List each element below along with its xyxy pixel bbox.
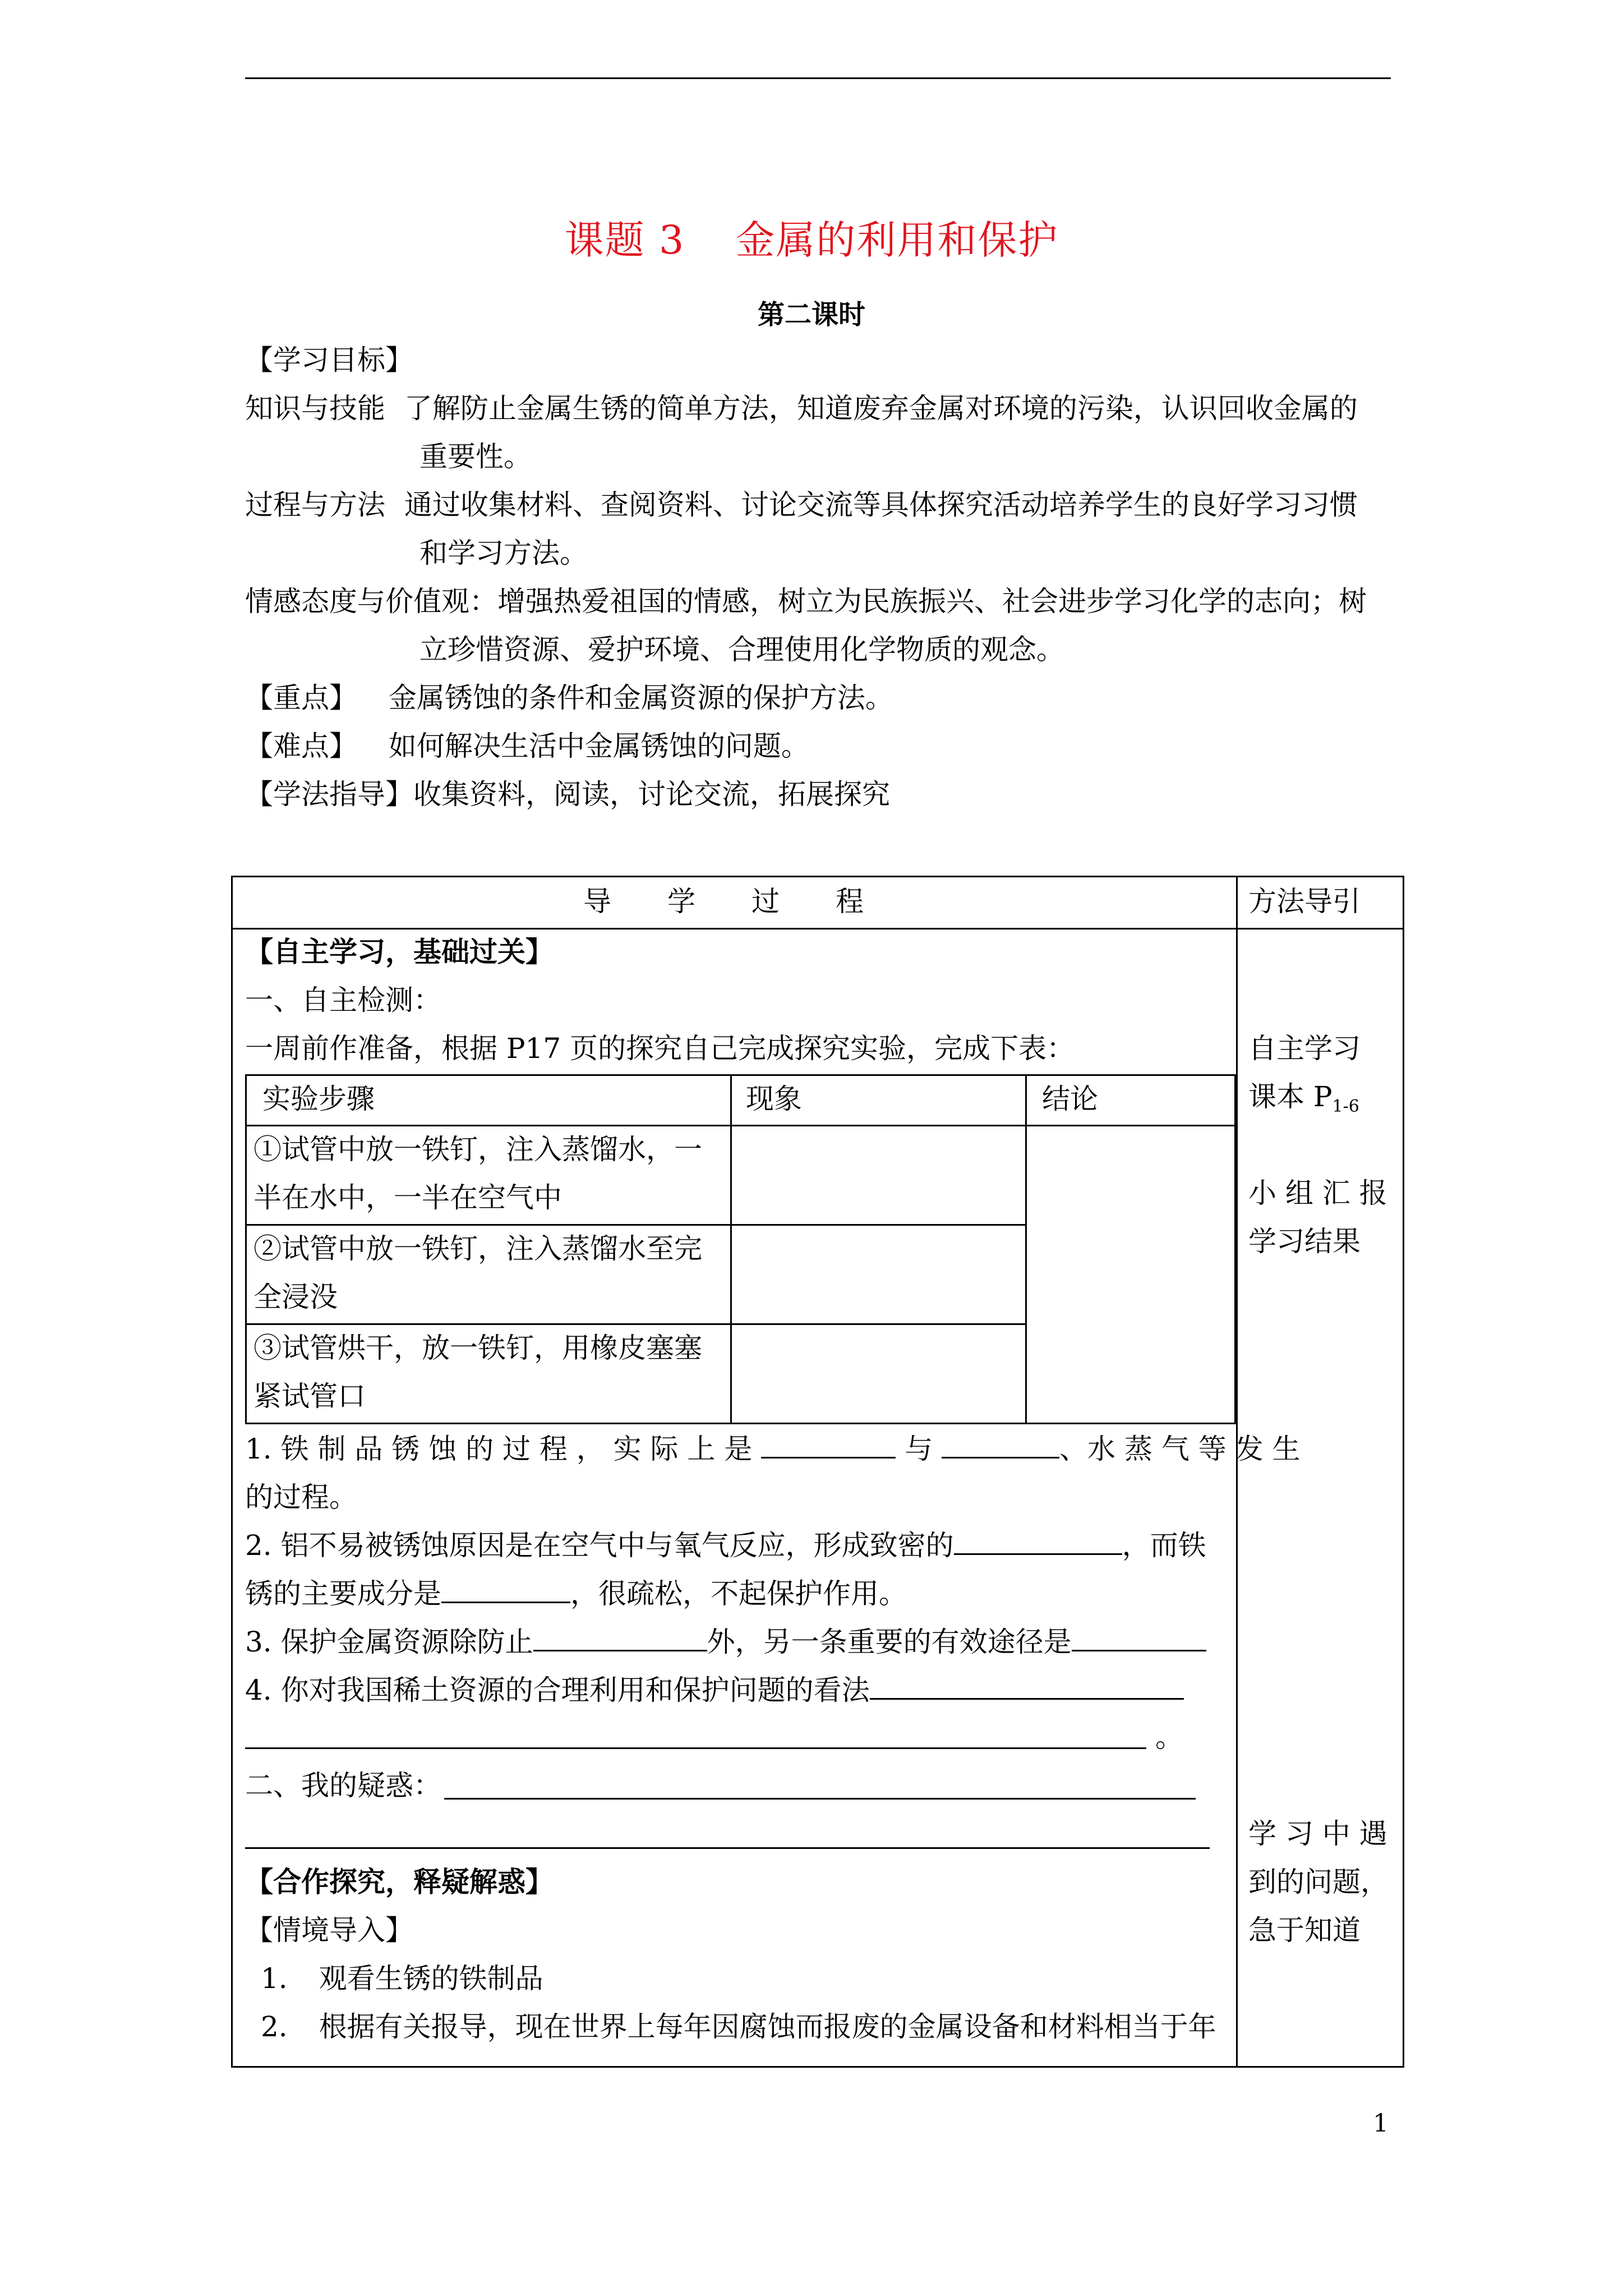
situation-intro-heading: 【情境导入】 <box>245 1914 413 1947</box>
title-number: 课题 3 <box>564 217 685 263</box>
key-point-text: 金属锈蚀的条件和金属资源的保护方法。 <box>388 682 893 714</box>
process-label: 过程与方法 <box>245 489 385 521</box>
section-cooperative-title: 【合作探究，释疑解惑】 <box>245 1865 554 1898</box>
intro-item-1-num: 1. <box>261 1962 288 1995</box>
question-1-text-b: 与 <box>905 1433 933 1465</box>
question-4-text: 4. 你对我国稀土资源的合理利用和保护问题的看法 <box>245 1674 870 1706</box>
side-study-result: 学习结果 <box>1248 1225 1361 1258</box>
question-3-blank-1[interactable] <box>533 1622 707 1651</box>
process-line <box>245 479 1400 531</box>
experiment-col-divider-1 <box>730 1074 732 1424</box>
experiment-step-3: ③试管烘干，放一铁钉，用橡皮塞塞 <box>253 1332 702 1364</box>
self-check-heading: 一、自主检测： <box>245 984 441 1016</box>
header-rule <box>245 77 1391 79</box>
question-3 <box>245 1617 1206 1667</box>
question-2-cont <box>245 1568 907 1619</box>
intro-item-2 <box>261 2001 1216 2052</box>
key-point-line <box>245 672 1400 724</box>
question-1 <box>245 1424 1301 1474</box>
difficult-point-text: 如何解决生活中金属锈蚀的问题。 <box>388 730 809 762</box>
side-textbook-pages: 1-6 <box>1332 1097 1359 1116</box>
question-1-blank-2[interactable] <box>942 1429 1059 1458</box>
question-2-text-a: 2. 铝不易被锈蚀原因是在空气中与氧气反应，形成致密的 <box>245 1529 954 1562</box>
intro-item-1-text: 观看生锈的铁制品 <box>319 1962 543 1995</box>
question-1-text-a: 1. 铁 制 品 锈 蚀 的 过 程 ， 实 际 上 是 <box>245 1433 753 1465</box>
question-2-text-c: 锈的主要成分是 <box>245 1577 441 1610</box>
intro-item-1 <box>261 1953 543 2004</box>
intro-item-2-num: 2. <box>261 2010 288 2043</box>
question-3-text-b: 外，另一条重要的有效途径是 <box>707 1626 1072 1658</box>
table-header-process: 导 学 过 程 <box>583 885 864 918</box>
knowledge-label: 知识与技能 <box>245 392 385 425</box>
objectives-heading: 【学习目标】 <box>245 344 413 376</box>
question-4 <box>245 1665 1184 1715</box>
question-4-blank-2[interactable] <box>245 1747 1146 1749</box>
side-problems-3: 急于知道 <box>1248 1914 1361 1947</box>
self-check-intro: 一周前作准备，根据 P17 页的探究自己完成探究实验，完成下表： <box>245 1032 1075 1065</box>
doubts-label: 二、我的疑惑： <box>245 1769 441 1802</box>
difficult-point-label: 【难点】 <box>245 730 357 762</box>
doubts-line <box>245 1760 441 1811</box>
side-group-report: 小 组 汇 报 <box>1248 1177 1387 1209</box>
experiment-step-1: ①试管中放一铁钉，注入蒸馏水，一 <box>253 1133 702 1166</box>
doubts-blank-1[interactable] <box>444 1798 1196 1800</box>
question-3-blank-2[interactable] <box>1072 1622 1206 1651</box>
knowledge-line <box>245 383 1400 434</box>
experiment-step-2: ②试管中放一铁钉，注入蒸馏水至完 <box>253 1232 702 1265</box>
section-self-study-title: 【自主学习，基础过关】 <box>245 935 554 968</box>
emotion-text: 增强热爱祖国的情感，树立为民族振兴、社会进步学习化学的志向；树 <box>497 585 1367 618</box>
emotion-text-cont: 立珍惜资源、爱护环境、合理使用化学物质的观念。 <box>419 633 1064 666</box>
knowledge-text: 了解防止金属生锈的简单方法，知道废弃金属对环境的污染，认识回收金属的 <box>404 392 1358 425</box>
doubts-blank-2[interactable] <box>245 1847 1210 1849</box>
side-self-study: 自主学习 <box>1248 1032 1361 1065</box>
experiment-col-steps: 实验步骤 <box>262 1083 375 1115</box>
question-4-end: 。 <box>1155 1721 1183 1754</box>
key-point-label: 【重点】 <box>245 682 357 714</box>
process-text: 通过收集材料、查阅资料、讨论交流等具体探究活动培养学生的良好学习习惯 <box>404 489 1358 521</box>
question-2-text-b: ，而铁 <box>1122 1529 1206 1562</box>
question-1-text-c: 、水 蒸 气 等 发 生 <box>1059 1433 1301 1465</box>
question-3-text-a: 3. 保护金属资源除防止 <box>245 1626 533 1658</box>
emotion-line <box>245 576 1400 627</box>
side-problems-2: 到的问题， <box>1248 1866 1389 1898</box>
question-1-blank-1[interactable] <box>761 1429 896 1458</box>
difficult-point-line <box>245 720 1400 772</box>
page-number: 1 <box>1373 2109 1389 2138</box>
method-guide-label: 【学法指导】 <box>245 778 413 811</box>
experiment-step-3-cont: 紧试管口 <box>253 1380 366 1412</box>
question-2-text-d: ，很疏松，不起保护作用。 <box>570 1577 907 1610</box>
knowledge-text-cont: 重要性。 <box>419 440 532 473</box>
question-2-blank-2[interactable] <box>441 1573 570 1603</box>
method-guide-text: 收集资料，阅读，讨论交流，拓展探究 <box>413 778 890 811</box>
intro-item-2-text: 根据有关报导，现在世界上每年因腐蚀而报废的金属设备和材料相当于年 <box>319 2010 1216 2043</box>
page-title <box>0 209 1623 265</box>
experiment-col-phenomenon: 现象 <box>746 1083 802 1115</box>
experiment-step-2-cont: 全浸没 <box>253 1281 338 1313</box>
side-textbook-text: 课本 P <box>1248 1080 1332 1113</box>
question-1-cont: 的过程。 <box>245 1481 357 1513</box>
experiment-col-divider-2 <box>1025 1074 1027 1424</box>
method-guide-line <box>245 769 1400 820</box>
side-textbook <box>1248 1071 1359 1132</box>
experiment-col-conclusion: 结论 <box>1042 1083 1098 1115</box>
page-subtitle: 第二课时 <box>757 299 865 330</box>
table-header-method: 方法导引 <box>1248 885 1361 918</box>
question-2 <box>245 1520 1206 1571</box>
question-4-blank-1[interactable] <box>870 1670 1184 1700</box>
emotion-label: 情感态度与价值观： <box>245 585 497 618</box>
title-text: 金属的利用和保护 <box>735 217 1059 263</box>
side-problems-1: 学 习 中 遇 <box>1248 1818 1387 1850</box>
experiment-step-1-cont: 半在水中，一半在空气中 <box>253 1181 562 1214</box>
question-2-blank-1[interactable] <box>954 1525 1122 1555</box>
process-text-cont: 和学习方法。 <box>419 537 588 569</box>
